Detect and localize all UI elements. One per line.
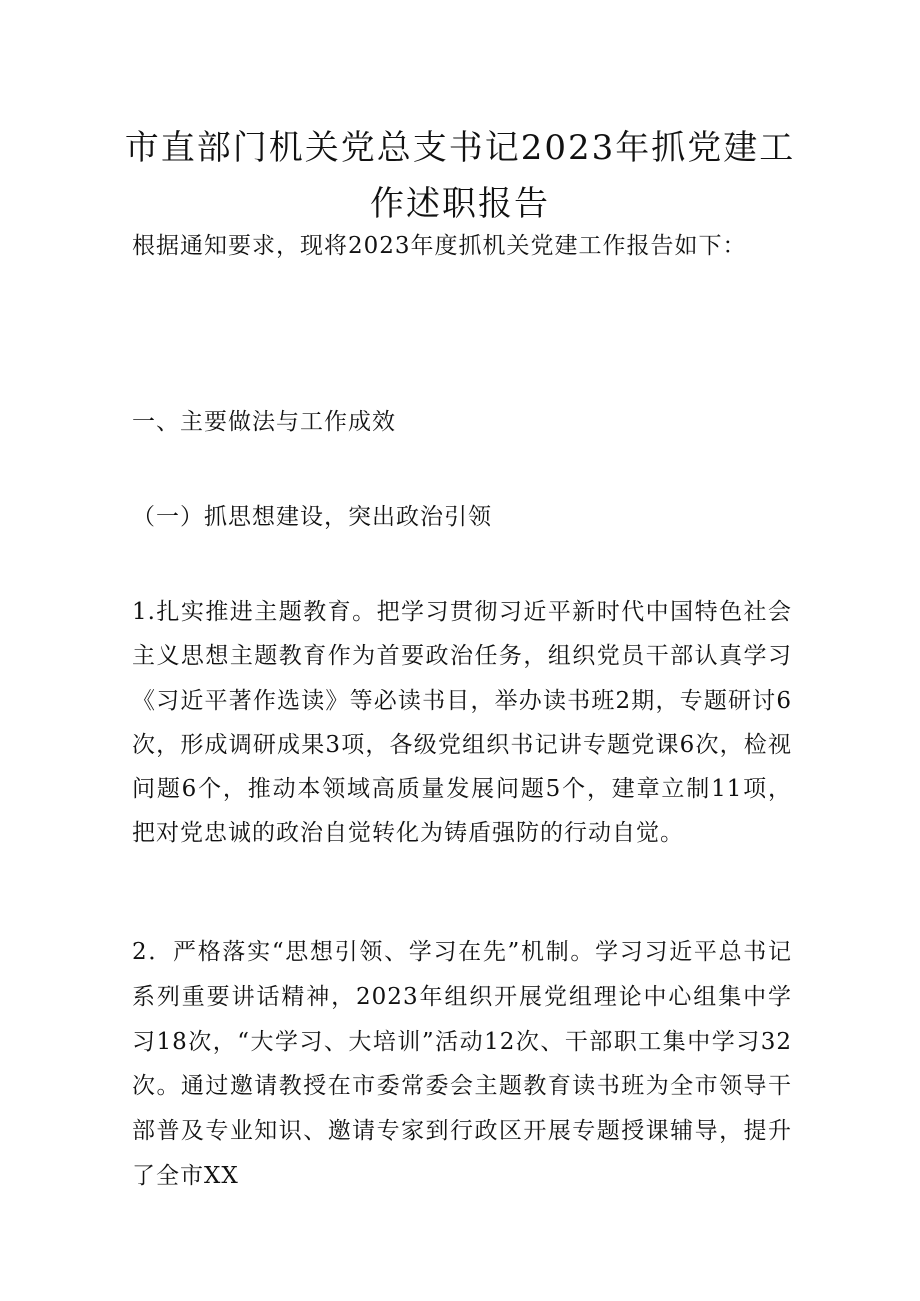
body-paragraph-2: 2．严格落实“思想引领、学习在先”机制。学习习近平总书记系列重要讲话精神，2023年组织开展党组理论中心组集中学习18次，“大学习、大培训”活动12次、干部职工集中学习32次。通过邀请教授在市委常委会主题教育读书班为全市领导干部普及专业知识、邀请专家到行政区开展专题授课辅导，提升了全市XX [132,939,792,1189]
title-line-2: 作述职报告 [370,184,550,224]
document-title [120,120,800,232]
subsection-heading: （一）抓思想建设，突出政治引领 [132,504,492,530]
intro-paragraph: 根据通知要求，现将2023年度抓机关党建工作报告如下： [132,233,747,259]
title-line-1: 市直部门机关党总支书记2023年抓党建工 [124,128,796,168]
section-heading: 一、主要做法与工作成效 [132,409,396,435]
body-paragraph-1: 1.扎实推进主题教育。把学习贯彻习近平新时代中国特色社会主义思想主题教育作为首要政治任务，组织党员干部认真学习《习近平著作选读》等必读书目，举办读书班2期，专题研讨6次，形成调研成果3项，各级党组织书记讲专题党课6次，检视问题6个，推动本领域高质量发展问题5个，建章立制11项，把对党忠诚的政治自觉转化为铸盾强防的行动自觉。 [132,599,792,847]
